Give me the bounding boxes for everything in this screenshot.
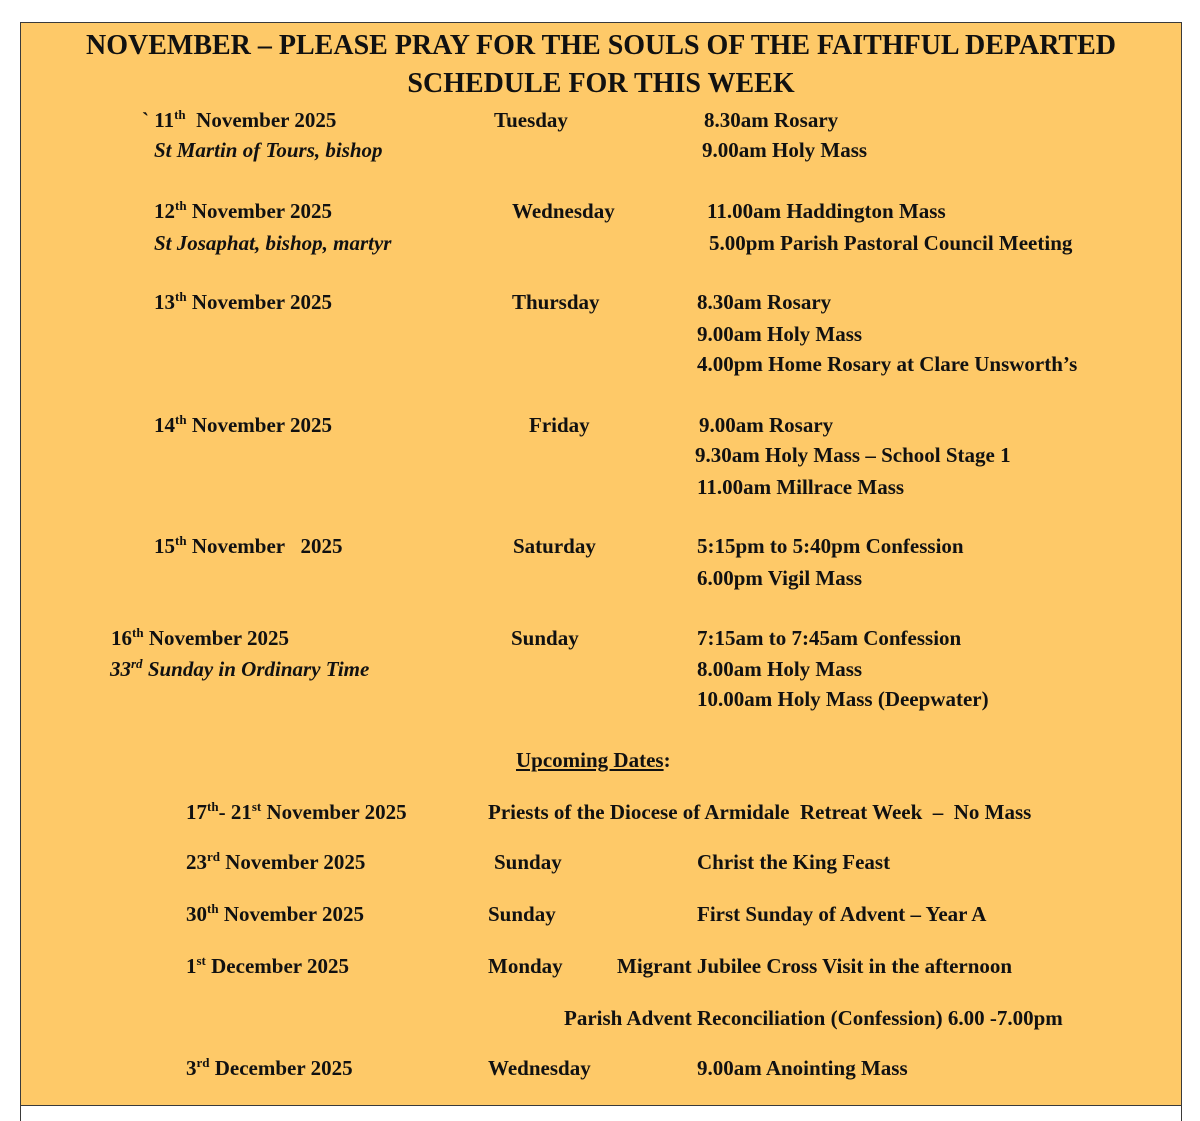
schedule-event: 11.00am Millrace Mass [697, 475, 905, 499]
upcoming-description: First Sunday of Advent – Year A [697, 902, 987, 926]
upcoming-weekday: Wednesday [488, 1056, 591, 1080]
schedule-date: ` 11th November 2025 [142, 107, 337, 132]
upcoming-description: Christ the King Feast [697, 850, 891, 874]
schedule-event: 5:15pm to 5:40pm Confession [697, 534, 964, 558]
schedule-weekday: Sunday [511, 626, 579, 650]
schedule-weekday: Friday [529, 413, 590, 437]
upcoming-date: 23rd November 2025 [186, 849, 366, 874]
schedule-event: 9.30am Holy Mass – School Stage 1 [695, 443, 1011, 467]
schedule-subtitle: SCHEDULE FOR THIS WEEK [407, 68, 795, 99]
schedule-event: 9.00am Holy Mass [702, 138, 868, 162]
feast-name: St Josaphat, bishop, martyr [154, 231, 392, 255]
schedule-panel [20, 22, 1182, 1106]
schedule-event: 10.00am Holy Mass (Deepwater) [697, 687, 989, 711]
upcoming-heading: Upcoming Dates: [516, 748, 671, 772]
upcoming-date: 17th- 21st November 2025 [186, 799, 407, 824]
schedule-weekday: Saturday [513, 534, 596, 558]
schedule-weekday: Wednesday [512, 199, 615, 223]
schedule-event: 6.00pm Vigil Mass [697, 566, 863, 590]
upcoming-date: 3rd December 2025 [186, 1055, 353, 1080]
upcoming-date: 30th November 2025 [186, 901, 364, 926]
upcoming-weekday: Monday [488, 954, 563, 978]
schedule-event: 7:15am to 7:45am Confession [697, 626, 962, 650]
upcoming-description: Priests of the Diocese of Armidale Retreat Week – No Mass [488, 800, 1032, 824]
schedule-weekday: Tuesday [494, 108, 568, 132]
schedule-event: 8.30am Rosary [697, 290, 832, 314]
schedule-date: 14th November 2025 [154, 412, 332, 437]
feast-name: 33rd Sunday in Ordinary Time [110, 656, 370, 681]
schedule-date: 16th November 2025 [111, 625, 289, 650]
feast-name: St Martin of Tours, bishop [154, 138, 383, 162]
page-border-continuation [20, 1106, 1182, 1121]
schedule-event: 9.00am Holy Mass [697, 322, 863, 346]
schedule-event: 8.00am Holy Mass [697, 657, 863, 681]
page-title: NOVEMBER – PLEASE PRAY FOR THE SOULS OF THE FAITHFUL DEPARTED [86, 30, 1116, 61]
schedule-date: 13th November 2025 [154, 289, 332, 314]
schedule-event: 9.00am Rosary [699, 413, 834, 437]
upcoming-extra: Parish Advent Reconciliation (Confession) 6.00 -7.00pm [564, 1006, 1063, 1030]
upcoming-weekday: Sunday [494, 850, 562, 874]
upcoming-weekday: Sunday [488, 902, 556, 926]
upcoming-description: 9.00am Anointing Mass [697, 1056, 908, 1080]
schedule-event: 8.30am Rosary [704, 108, 839, 132]
schedule-event: 4.00pm Home Rosary at Clare Unsworth’s [697, 352, 1078, 376]
upcoming-date: 1st December 2025 [186, 953, 349, 978]
schedule-date: 12th November 2025 [154, 198, 332, 223]
schedule-date: 15th November 2025 [154, 533, 343, 558]
schedule-event: 5.00pm Parish Pastoral Council Meeting [709, 231, 1073, 255]
schedule-event: 11.00am Haddington Mass [707, 199, 946, 223]
schedule-weekday: Thursday [512, 290, 600, 314]
upcoming-description: Migrant Jubilee Cross Visit in the afternoon [617, 954, 1013, 978]
